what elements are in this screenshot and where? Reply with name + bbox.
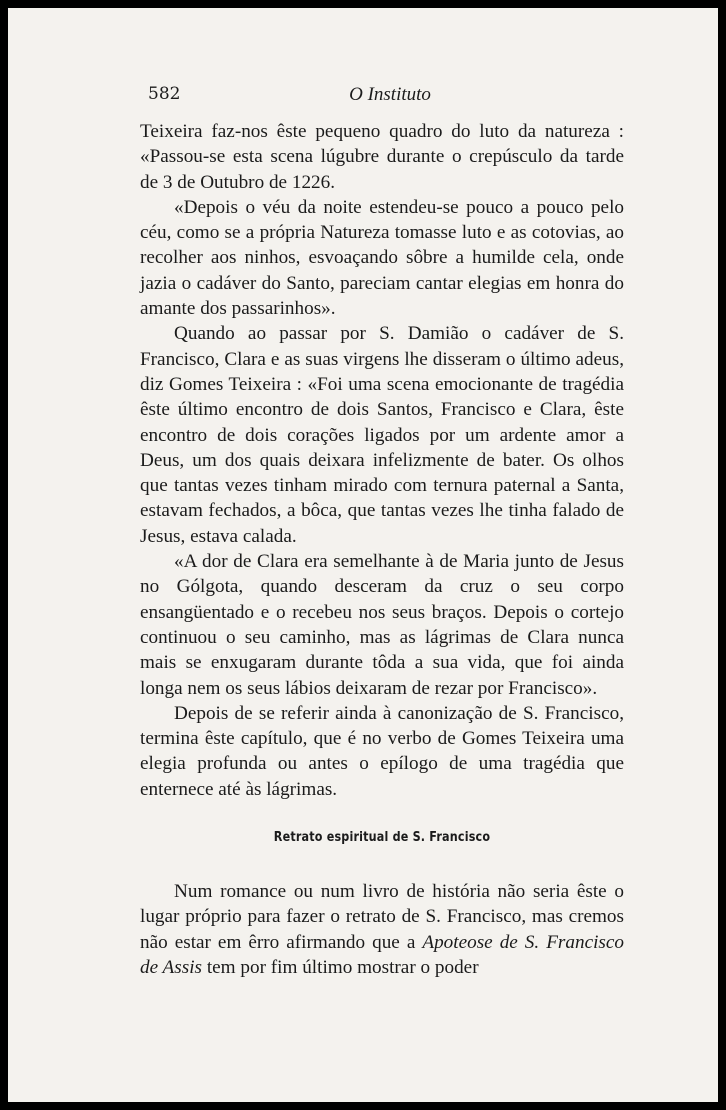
- paragraph-canonization: Depois de se referir ainda à canonização de S. Francisco, termina êste capítulo, que é no verbo de Gomes Teixeira uma elegia profunda ou antes o epílogo de uma tragédia que enternece até às lágrimas.: [140, 702, 624, 800]
- page-header: [148, 84, 632, 112]
- paragraph-portrait: [140, 879, 624, 980]
- body-text: [140, 119, 624, 980]
- running-title: O Instituto: [349, 84, 431, 105]
- paragraph-continuation: Teixeira faz-nos êste pequeno quadro do luto da natureza : «Passou-se esta scena lúgubre durante o crepúsculo da tarde de 3 de Outubro de 1226.: [140, 121, 624, 193]
- portrait-text-end: tem por fim último mostrar o poder: [202, 956, 479, 978]
- section-heading: Retrato espiritual de S. Francisco: [273, 830, 491, 846]
- paragraph-clara-grief: «A dor de Clara era semelhante à de Maria junto de Jesus no Gólgota, quando desceram da cruz o seu corpo ensangüentado e o recebeu nos seus braços. Depois o cortejo continuou o seu caminho, mas as lágrimas de Clara nunca mais se enxugaram durante tôda a sua vida, que foi ainda longa nem os seus lábios deixaram de rezar por Francisco».: [140, 551, 624, 699]
- paragraph-quote-night: «Depois o véu da noite estendeu-se pouco a pouco pelo céu, como se a própria Natureza tomasse luto e as cotovias, ao recolher aos ninhos, esvoaçando sôbre a humilde cela, onde jazia o cadáver do Santo, pareciam cantar elegias em honra do amante dos passarinhos».: [140, 196, 624, 320]
- paragraph-sao-damiao: Quando ao passar por S. Damião o cadáver de S. Francisco, Clara e as suas virgens lhe disseram o último adeus, diz Gomes Teixeira : «Foi uma scena emocionante de tragédia êste último encontro de dois Santos, Francisco e Clara, êste encontro de dois corações ligados por um ardente amor a Deus, um dos quais deixara infelizmente de bater. Os olhos que tantas vezes tinham mirado com ternura paternal a Santa, estavam fechados, a bôca, que tantas vezes lhe tinha falado de Jesus, estava calada.: [140, 323, 624, 547]
- page-number: 582: [148, 84, 181, 104]
- portrait-text-start: Num romance ou num livro de história não seria êste o lugar próprio para fazer o retrato de S. Francisco, mas cremos não estar em êrro afirmando que a: [140, 881, 624, 953]
- book-title-italic: Apoteose de S. Francisco de Assis: [140, 931, 625, 978]
